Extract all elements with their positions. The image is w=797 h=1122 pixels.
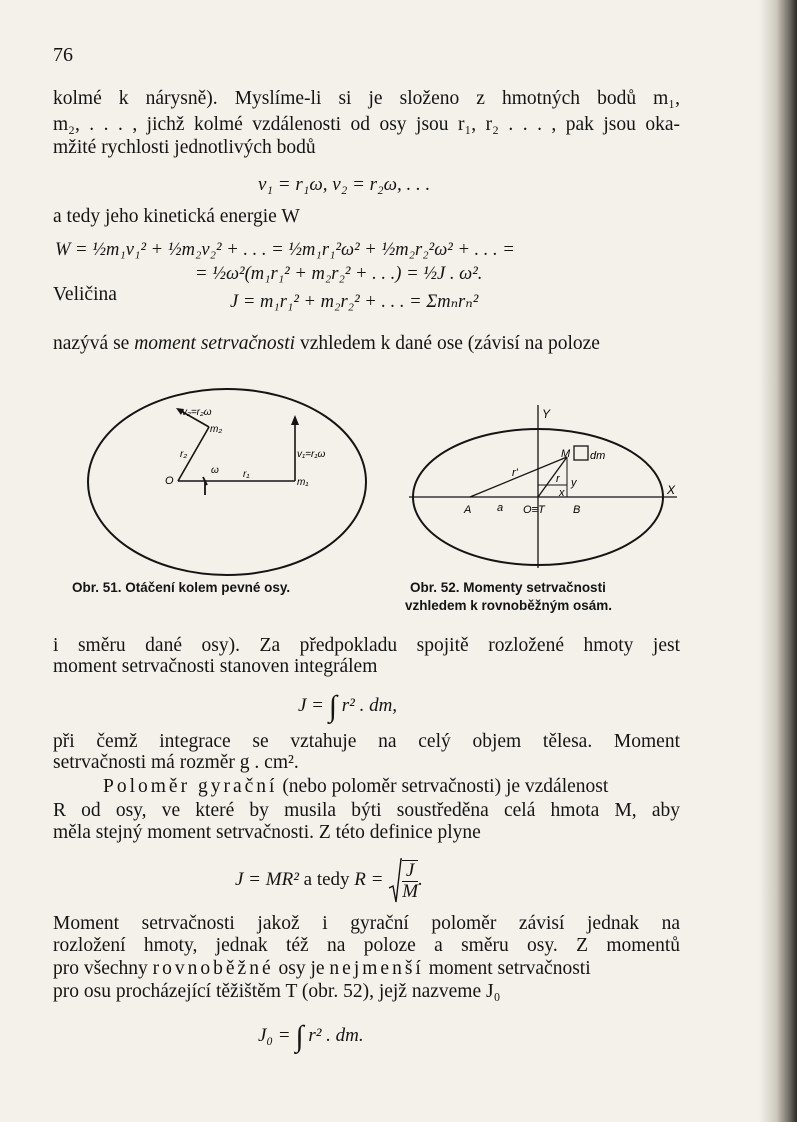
spaced-term-parallel: rovnoběžné bbox=[152, 958, 274, 979]
gyration-rest: (nebo poloměr setrvačnosti) je vzdálenost bbox=[277, 776, 609, 797]
fig52-label-m: M bbox=[561, 448, 571, 460]
formula-integral-lhs: J = bbox=[298, 695, 325, 716]
definition-term: moment setrvačnosti bbox=[134, 333, 296, 354]
page-edge-shadow bbox=[759, 0, 797, 1122]
fig52-label-dm: dm bbox=[590, 450, 606, 462]
fig52-label-y: y bbox=[571, 477, 577, 489]
label-velicina: Veličina bbox=[53, 284, 117, 305]
fig52-label-r-prime: r' bbox=[512, 467, 518, 479]
formula-gyration-lhs: J = MR² bbox=[235, 869, 299, 890]
fig52-caption-line1: Obr. 52. Momenty setrvačnosti bbox=[410, 580, 606, 595]
fig51-rotation-mark bbox=[203, 477, 207, 495]
closing-l3-a: pro všechny bbox=[53, 958, 153, 979]
fig52-mass-element bbox=[574, 446, 588, 460]
formula-integral-body: r² . dm, bbox=[341, 695, 398, 716]
paragraph-line: a tedy jeho kinetická energie W bbox=[53, 206, 300, 227]
figure-51 bbox=[85, 385, 370, 580]
fig52-label-r: r bbox=[556, 473, 560, 485]
fig51-label-r2: r₂ bbox=[180, 449, 188, 460]
integral-sign: ∫ bbox=[328, 690, 337, 723]
paragraph-line: R od osy, ve které by musila býti soustředěna celá hmota M, aby bbox=[53, 800, 680, 821]
definition-before: nazývá se bbox=[53, 333, 135, 354]
fig51-label-o: O bbox=[165, 475, 174, 487]
paragraph-line: kolmé k nárysně). Myslíme-li si je složeno z hmotných bodů m₁, bbox=[53, 88, 680, 109]
paragraph-line bbox=[53, 958, 591, 980]
fig51-label-omega: ω bbox=[211, 465, 219, 476]
fig52-label-x: x bbox=[559, 487, 565, 499]
paragraph-line: setrvačnosti má rozměr g . cm². bbox=[53, 752, 299, 773]
spaced-term-gyration: Poloměr gyrační bbox=[103, 776, 278, 797]
definition-after: vzhledem k dané ose (závisí na poloze bbox=[295, 333, 600, 354]
formula-j0-lhs: J₀ = bbox=[258, 1025, 291, 1046]
formula-velocities: v₁ = r₁ω, v₂ = r₂ω, . . . bbox=[258, 174, 431, 195]
paragraph-line: Moment setrvačnosti jakož i gyrační poloměr závisí jednak na bbox=[53, 913, 680, 934]
page-number: 76 bbox=[53, 44, 73, 66]
paragraph-line: i směru dané osy). Za předpokladu spojitě rozložené hmoty jest bbox=[53, 635, 680, 656]
fig52-label-x-axis: X bbox=[667, 483, 676, 497]
formula-gyration bbox=[235, 855, 423, 905]
paragraph-line bbox=[103, 776, 608, 798]
fig51-ellipse bbox=[88, 389, 366, 575]
fig51-caption: Obr. 51. Otáčení kolem pevné osy. bbox=[72, 580, 291, 595]
fig52-label-a-point: A bbox=[464, 504, 472, 516]
paragraph-line: měla stejný moment setrvačnosti. Z této definice plyne bbox=[53, 822, 481, 843]
paragraph-line: při čemž integrace se vztahuje na celý objem tělesa. Moment bbox=[53, 731, 680, 752]
sqrt-radical bbox=[388, 858, 402, 904]
sqrt-fraction bbox=[402, 860, 418, 902]
fig52-label-y-axis: Y bbox=[542, 407, 551, 421]
fig51-label-v1: v₁=r₁ω bbox=[297, 449, 326, 460]
paragraph-line: mžité rychlosti jednotlivých bodů bbox=[53, 137, 316, 158]
fig51-label-r1: r₁ bbox=[243, 469, 250, 480]
paragraph-line: m₂, . . . , jichž kolmé vzdálenosti od osy jsou r₁, r₂ . . . , pak jsou oka- bbox=[53, 114, 680, 135]
fig51-v1-arrowhead bbox=[291, 415, 299, 425]
fraction-denominator: M bbox=[402, 880, 419, 902]
closing-l3-c: moment setrvačnosti bbox=[423, 958, 591, 979]
fig51-label-m1: m₁ bbox=[297, 477, 309, 488]
fig52-label-a-dist: a bbox=[497, 502, 504, 514]
formula-gyration-end: . bbox=[418, 869, 423, 890]
formula-gyration-req: R = bbox=[354, 869, 384, 890]
formula-integral bbox=[298, 690, 397, 724]
formula-energy-line1: W = ½m₁v₁² + ½m₂v₂² + . . . = ½m₁r₁²ω² + ½m₂r₂²ω² + . . . = bbox=[55, 240, 515, 260]
figure-52 bbox=[405, 400, 695, 575]
integral-sign: ∫ bbox=[295, 1020, 304, 1053]
definition-line bbox=[53, 333, 600, 355]
spaced-term-smallest: nejmenší bbox=[329, 958, 424, 979]
formula-energy-line2: = ½ω²(m₁r₁² + m₂r₂² + . . .) = ½J . ω². bbox=[195, 264, 483, 284]
fig52-label-b-point: B bbox=[573, 504, 581, 516]
formula-j0-body: r² . dm. bbox=[308, 1025, 364, 1046]
fig51-label-v2: v₂=r₂ω bbox=[182, 407, 212, 418]
formula-j0 bbox=[258, 1020, 364, 1054]
formula-moment: J = m₁r₁² + m₂r₂² + . . . = Σmₙrₙ² bbox=[230, 292, 479, 312]
closing-l3-b: osy je bbox=[273, 958, 330, 979]
fig52-label-origin: O≡T bbox=[523, 504, 545, 516]
fig52-caption-line2: vzhledem k rovnoběžným osám. bbox=[405, 598, 613, 613]
fraction-numerator: J bbox=[402, 861, 418, 882]
paragraph-line: rozložení hmoty, jednak též na poloze a směru osy. Z momentů bbox=[53, 935, 680, 956]
sqrt-symbol bbox=[388, 855, 418, 905]
fig51-label-m2: m₂ bbox=[210, 424, 223, 435]
formula-gyration-mid: a tedy bbox=[298, 869, 355, 890]
paragraph-line: pro osu procházející těžištěm T (obr. 52), jejž nazveme J₀ bbox=[53, 981, 501, 1002]
paragraph-line: moment setrvačnosti stanoven integrálem bbox=[53, 656, 378, 677]
